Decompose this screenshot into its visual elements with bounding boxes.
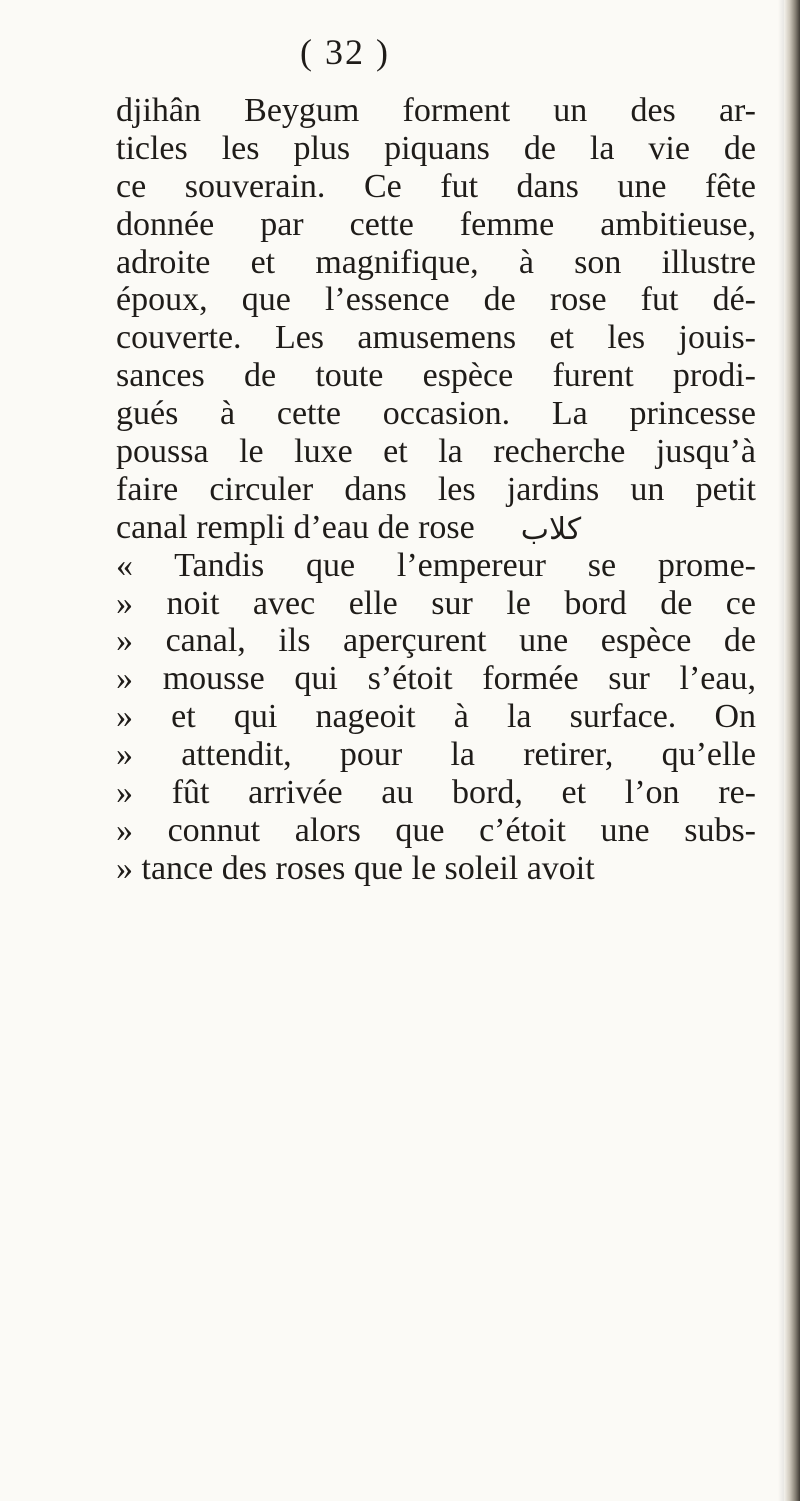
text-line: djihân Beygum forment un des ar- [116,92,756,129]
text-line: donnée par cette femme ambitieuse, [116,205,756,243]
text-line: gués à cette occasion. La princesse [116,395,756,433]
text-line-content: canal rempli d’eau de rose [116,508,475,546]
page-number: ( 32 ) [300,32,390,72]
quoted-line: » fût arrivée au bord, et l’on re- [116,774,756,812]
text-line: adroite et magnifique, à son illustre [116,243,756,281]
quoted-line: » noit avec elle sur le bord de ce [116,584,756,622]
quoted-line: » canal, ils aperçurent une espèce de [116,622,756,660]
quoted-line: « Tandis que l’empereur se prome- [116,546,756,584]
text-line: ce souverain. Ce fut dans une fête [116,167,756,205]
arabic-word: کلاب [520,512,582,548]
binding-edge [784,0,800,1501]
quoted-line: » tance des roses que le soleil avoit [116,849,595,887]
quoted-line: » et qui nageoit à la surface. On [116,698,756,736]
text-line: ticles les plus piquans de la vie de [116,129,756,167]
text-line: sances de toute espèce furent prodi- [116,357,756,395]
quoted-line: » connut alors que c’étoit une subs- [116,811,756,849]
text-line: époux, que l’essence de rose fut dé- [116,281,756,319]
text-line: couverte. Les amusemens et les jouis- [116,319,756,357]
text-line-with-arabic [116,509,756,547]
text-line: faire circuler dans les jardins un petit [116,470,756,508]
text-line: poussa le luxe et la recherche jusqu’à [116,433,756,471]
quoted-line: » mousse qui s’étoit formée sur l’eau, [116,660,756,698]
quoted-line: » attendit, pour la retirer, qu’elle [116,736,756,774]
body-text [116,92,756,888]
